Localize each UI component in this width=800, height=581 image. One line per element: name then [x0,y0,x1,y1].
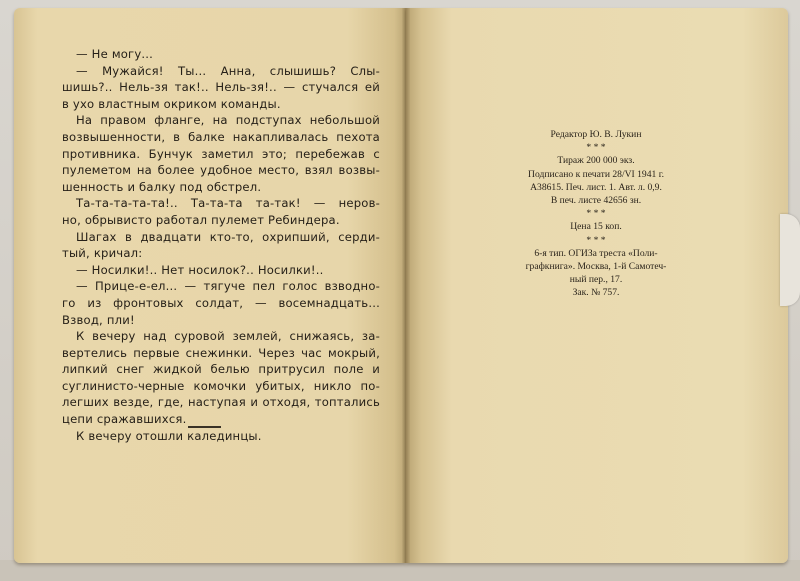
text-line: цепи сражавшихся. [62,412,187,427]
text-line: Взвод, пли! [62,312,135,327]
text-line: шенность и балку под обстрел. [62,179,262,194]
chars-line: В печ. листе 42656 зн. [550,195,642,207]
text-line: шишь?.. Нель-зя так!.. Нель-зя!.. — стучался ей [62,80,380,95]
text-line: — Не могу... [76,47,154,61]
printer-line: графкнига». Москва, 1-й Самотеч- [525,261,667,273]
printer-line: ный пер., 17. [569,274,623,286]
sheets-line: А38615. Печ. лист. 1. Авт. л. 0,9. [530,181,662,193]
text-line: — Прице-е-ел... — тягуче пел голос взводно- [76,279,380,294]
story-text [62,46,380,444]
text-line: возвышенности, в балке накапливалась пехота [62,129,380,144]
text-line: но, обрывисто работал пулемет Ребиндера. [62,212,340,227]
text-line: Та-та-та-та-та!.. Та-та-та та-так! — неров- [76,196,380,211]
text-line: На правом фланге, на подступах небольшой [76,113,380,128]
text-line: го из фронтовых солдат, — восемнадцать... [62,295,380,310]
text-line: — Мужайся! Ты... Анна, слышишь? Слы- [76,63,380,78]
text-line: липкий снег жидкой белью притрусил поле и [62,362,380,377]
text-line: в ухо властным окриком команды. [62,96,281,111]
text-line: К вечеру отошли калединцы. [76,428,262,443]
text-line: — Носилки!.. Нет носилок?.. Носилки!.. [76,262,324,277]
signed-date-line: Подписано к печати 28/VI 1941 г. [528,168,664,180]
colophon [466,128,726,300]
separator-stars: * * * [586,142,606,154]
text-line: вертелись первые снежинки. Через час мокрый, [62,345,380,360]
printer-line: 6-я тип. ОГИЗа треста «Поли- [534,247,658,259]
open-booklet [14,8,790,571]
separator-stars: * * * [586,234,606,246]
text-line: легших везде, где, наступая и отходя, топтались [62,395,380,410]
print-run-line: Тираж 200 000 экз. [557,155,635,167]
text-line: тый, кричал: [62,246,143,261]
text-line: пулеметом на более удобное место, взял возвы- [62,163,380,178]
binder-clip [780,214,800,306]
text-line: Шагах в двадцати кто-то, охрипший, серди- [76,229,380,244]
end-rule [188,426,221,428]
text-line: противника. Бунчук заметил это; перебежав с [62,146,380,161]
price-line: Цена 15 коп. [570,221,622,233]
separator-stars: * * * [586,208,606,220]
editor-line: Редактор Ю. В. Лукин [550,129,642,140]
book-spine [402,8,410,563]
order-number-line: Зак. № 757. [572,287,620,299]
text-line: К вечеру над суровой землей, снижаясь, за- [76,329,380,344]
left-page [14,8,406,563]
right-page [406,8,788,563]
text-line: суглинисто-черные комочки убитых, никло по- [62,378,380,393]
